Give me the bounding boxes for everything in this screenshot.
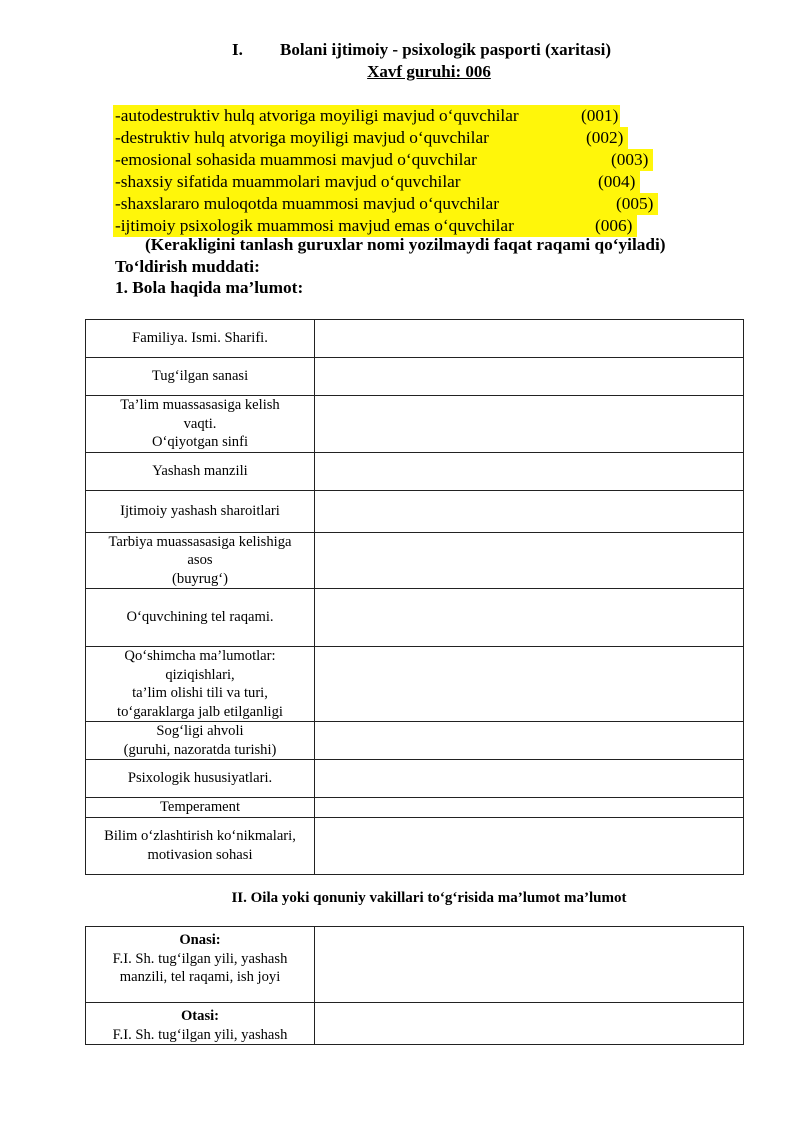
row-value-cell[interactable] <box>315 532 744 589</box>
table-row <box>86 647 744 722</box>
group-code: (005) <box>616 194 654 213</box>
row-label-line: (buyrug‘) <box>172 570 228 587</box>
row-label <box>86 927 315 1003</box>
group-code: (004) <box>598 172 636 191</box>
row-value-cell[interactable] <box>315 1003 744 1045</box>
section1-title: 1. Bola haqida ma’lumot: <box>115 278 304 297</box>
row-label-line: Tarbiya muassasasiga kelishiga <box>108 533 292 550</box>
row-label-line: Ijtimoiy yashash sharoitlari <box>120 502 280 519</box>
row-value-cell[interactable] <box>315 320 744 358</box>
table-row <box>86 320 744 358</box>
row-label-line: O‘qiyotgan sinfi <box>151 434 249 450</box>
group-code: (002) <box>586 128 624 147</box>
row-value-cell[interactable] <box>315 647 744 722</box>
table-row <box>86 532 744 589</box>
table-row <box>86 722 744 760</box>
selection-note: (Kerakligini tanlash guruxlar nomi yozilmaydi faqat raqami qo‘yiladi) <box>145 235 666 254</box>
row-label-line: (guruhi, nazoratda turishi) <box>123 741 277 758</box>
table-row <box>86 817 744 874</box>
row-label-line: Temperament <box>159 799 241 815</box>
table-row <box>86 798 744 818</box>
parent-title: Onasi: <box>179 932 221 948</box>
heading-title: Bolani ijtimoiy - psixologik pasporti (xaritasi) <box>280 40 612 59</box>
row-value-cell[interactable] <box>315 798 744 818</box>
table-row <box>86 452 744 490</box>
row-label <box>86 532 315 589</box>
row-label <box>86 490 315 532</box>
family-info-table <box>85 926 744 1045</box>
row-label-line: O‘quvchining tel raqami. <box>126 609 274 626</box>
row-value-cell[interactable] <box>315 589 744 647</box>
group-item: -shaxslararo muloqotda muammosi mavjud o‘quvchilar <box>115 194 499 213</box>
risk-group-label: Xavf guruhi: 006 <box>367 62 491 81</box>
row-label <box>86 396 315 453</box>
row-label-line: Yashash manzili <box>152 462 248 479</box>
table-row <box>86 589 744 647</box>
group-item: -emosional sohasida muammosi mavjud o‘quvchilar <box>115 150 477 169</box>
row-label-line: vaqti. <box>183 415 217 432</box>
group-item: -shaxsiy sifatida muammolari mavjud o‘quvchilar <box>115 172 461 191</box>
group-item: -destruktiv hulq atvoriga moyiligi mavjud o‘quvchilar <box>115 128 489 147</box>
row-label-line: manzili, tel raqami, ish joyi <box>119 969 281 985</box>
group-code: (003) <box>611 150 649 169</box>
row-label <box>86 452 315 490</box>
row-label <box>86 722 315 760</box>
row-value-cell[interactable] <box>315 490 744 532</box>
table-row <box>86 1003 744 1045</box>
row-value-cell[interactable] <box>315 396 744 453</box>
row-label <box>86 320 315 358</box>
row-label-line: Bilim o‘zlashtirish ko‘nikmalari, <box>104 828 296 844</box>
group-item: -autodestruktiv hulq atvoriga moyiligi mavjud o‘quvchilar <box>115 106 519 125</box>
row-label <box>86 647 315 722</box>
row-value-cell[interactable] <box>315 817 744 874</box>
row-label-line: F.I. Sh. tug‘ilgan yili, yashash <box>112 950 288 967</box>
row-label-line: Ta’lim muassasasiga kelish <box>120 397 280 413</box>
row-value-cell[interactable] <box>315 358 744 396</box>
row-label-line: Qo‘shimcha ma’lumotlar: <box>124 648 276 664</box>
parent-title: Otasi: <box>180 1008 220 1024</box>
row-label <box>86 358 315 396</box>
family-info-rows <box>86 927 744 1045</box>
group-code: (006) <box>595 216 633 235</box>
row-value-cell[interactable] <box>315 722 744 760</box>
row-label-line: Sog‘ligi ahvoli <box>156 723 244 739</box>
row-label <box>86 589 315 647</box>
table-row <box>86 396 744 453</box>
row-label <box>86 1003 315 1045</box>
row-label-line: to‘garaklarga jalb etilganligi <box>117 703 283 720</box>
heading-number: I. <box>232 40 243 59</box>
row-label-line: Psixologik hususiyatlari. <box>127 770 273 787</box>
row-label-line: qiziqishlari, <box>165 666 235 683</box>
row-label-line: Tug‘ilgan sanasi <box>151 368 249 385</box>
row-label <box>86 817 315 874</box>
row-label-line: ta’lim olishi tili va turi, <box>132 685 268 701</box>
child-info-rows <box>86 320 744 875</box>
table-row <box>86 927 744 1003</box>
row-value-cell[interactable] <box>315 760 744 798</box>
table-row <box>86 358 744 396</box>
row-label-line: Familiya. Ismi. Sharifi. <box>132 330 268 347</box>
child-info-table <box>85 319 744 875</box>
section2-title: II. Oila yoki qonuniy vakillari to‘g‘risida ma’lumot ma’lumot <box>231 890 627 906</box>
row-label <box>86 760 315 798</box>
row-label-line: asos <box>187 552 213 568</box>
group-item: -ijtimoiy psixologik muammosi mavjud emas o‘quvchilar <box>115 216 514 235</box>
row-value-cell[interactable] <box>315 452 744 490</box>
row-value-cell[interactable] <box>315 927 744 1003</box>
row-label <box>86 798 315 818</box>
deadline-label: To‘ldirish muddati: <box>115 257 260 276</box>
table-row <box>86 760 744 798</box>
row-label-line: F.I. Sh. tug‘ilgan yili, yashash <box>112 1026 288 1043</box>
row-label-line: motivasion sohasi <box>147 846 253 863</box>
table-row <box>86 490 744 532</box>
group-code: (001) <box>581 106 619 125</box>
